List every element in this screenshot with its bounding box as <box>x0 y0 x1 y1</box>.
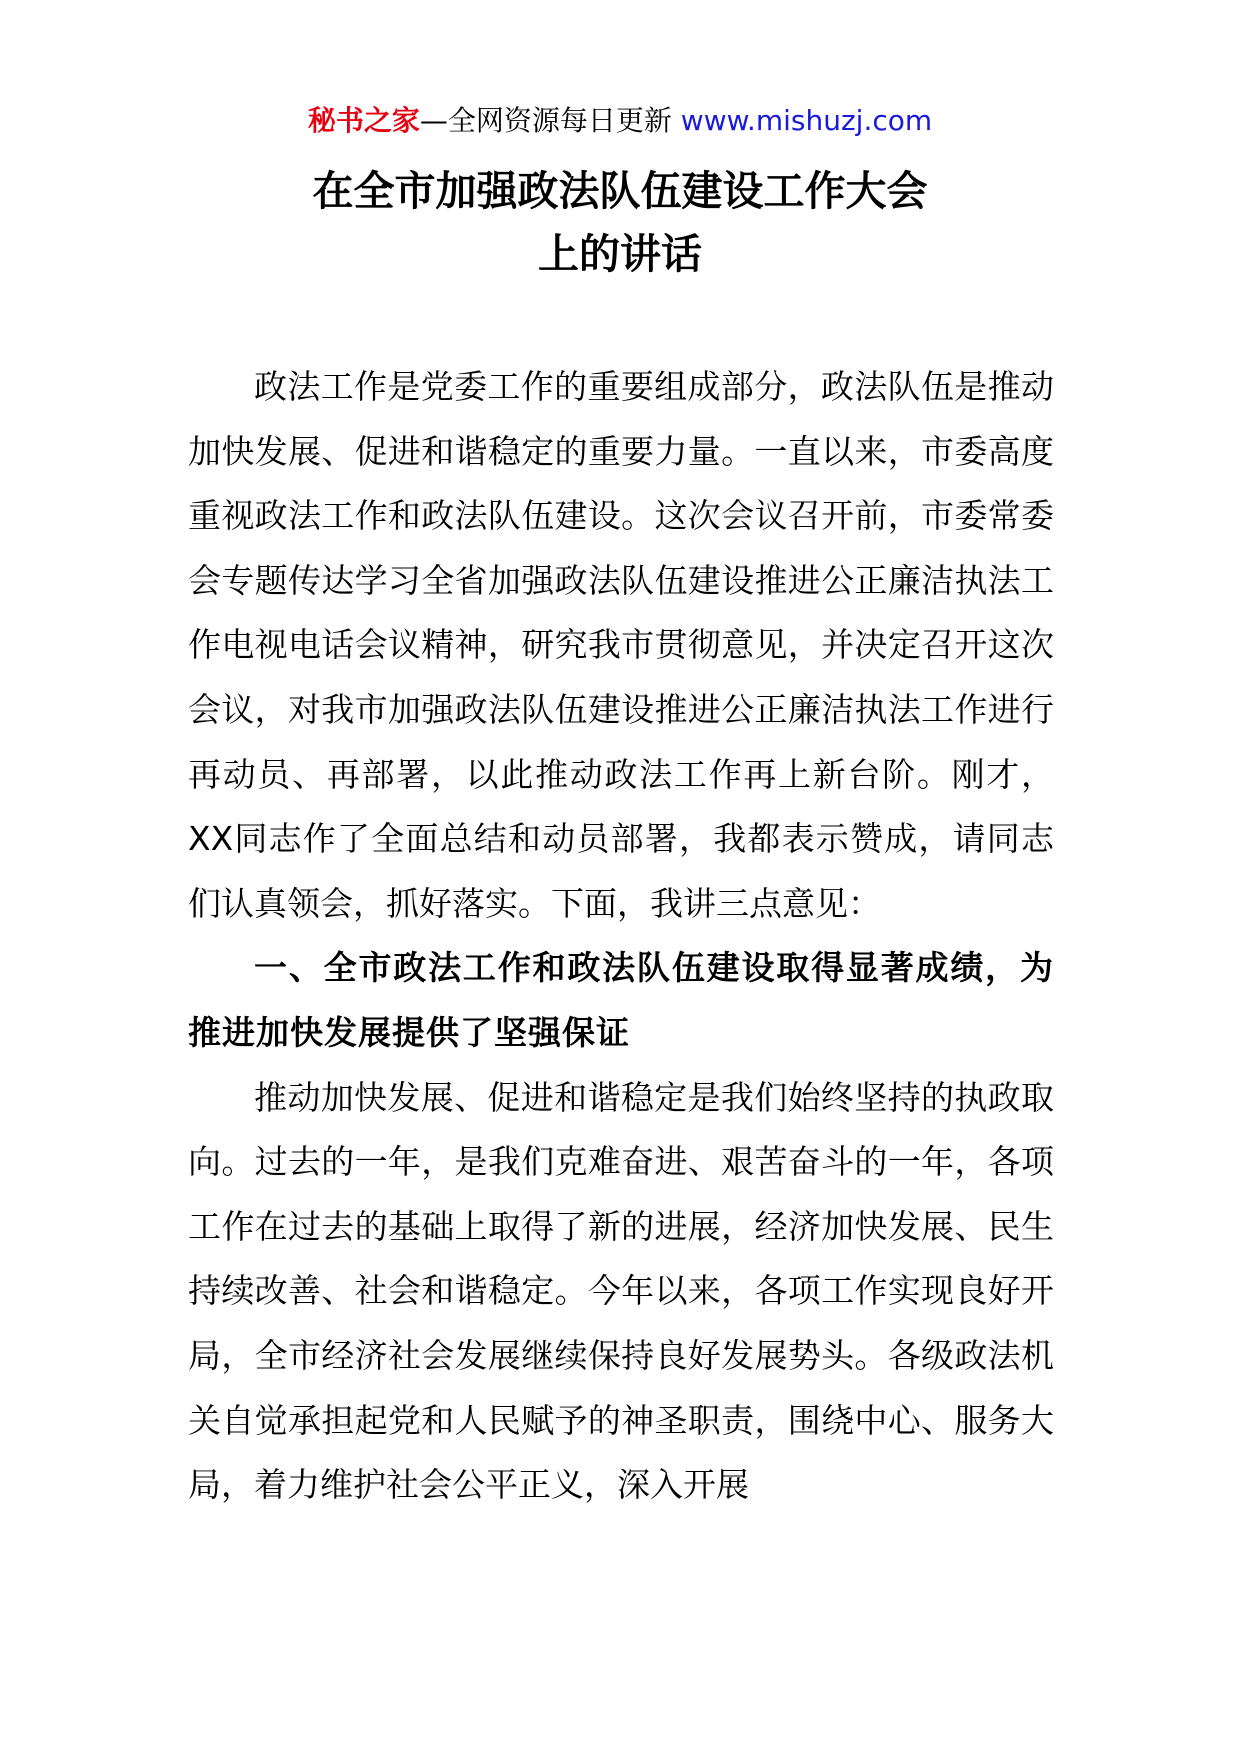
document-title <box>0 160 1240 286</box>
body-paragraph-2: 推动加快发展、促进和谐稳定是我们始终坚持的执政取向。过去的一年，是我们克难奋进、艰苦奋斗的一年，各项工作在过去的基础上取得了新的进展，经济加快发展、民生持续改善、社会和谐稳定。今年以来，各项工作实现良好开局，全市经济社会发展继续保持良好发展势头。各级政法机关自觉承担起党和人民赋予的神圣职责，围绕中心、服务大局，着力维护社会公平正义，深入开展 <box>188 1077 1054 1505</box>
title-line-1: 在全市加强政法队伍建设工作大会 <box>312 167 928 215</box>
header-tagline: —全网资源每日更新 <box>419 104 672 137</box>
document-body <box>188 355 1054 1518</box>
title-line-2: 上的讲话 <box>538 230 702 278</box>
site-header <box>0 101 1240 141</box>
section-heading-1: 一、全市政法工作和政法队伍建设取得显著成绩，为推进加快发展提供了坚强保证 <box>188 948 1054 1052</box>
header-brand: 秘书之家 <box>307 104 420 137</box>
body-paragraph-intro: 政法工作是党委工作的重要组成部分，政法队伍是推动加快发展、促进和谐稳定的重要力量。一直以来，市委高度重视政法工作和政法队伍建设。这次会议召开前，市委常委会专题传达学习全省加强政法队伍建设推进公正廉洁执法工作电视电话会议精神，研究我市贯彻意见，并决定召开这次会议，对我市加强政法队伍建设推进公正廉洁执法工作进行再动员、再部署，以此推动政法工作再上新台阶。刚才，XX同志作了全面总结和动员部署，我都表示赞成，请同志们认真领会，抓好落实。下面，我讲三点意见： <box>188 367 1054 923</box>
header-url[interactable]: www.mishuzj.com <box>680 104 933 137</box>
